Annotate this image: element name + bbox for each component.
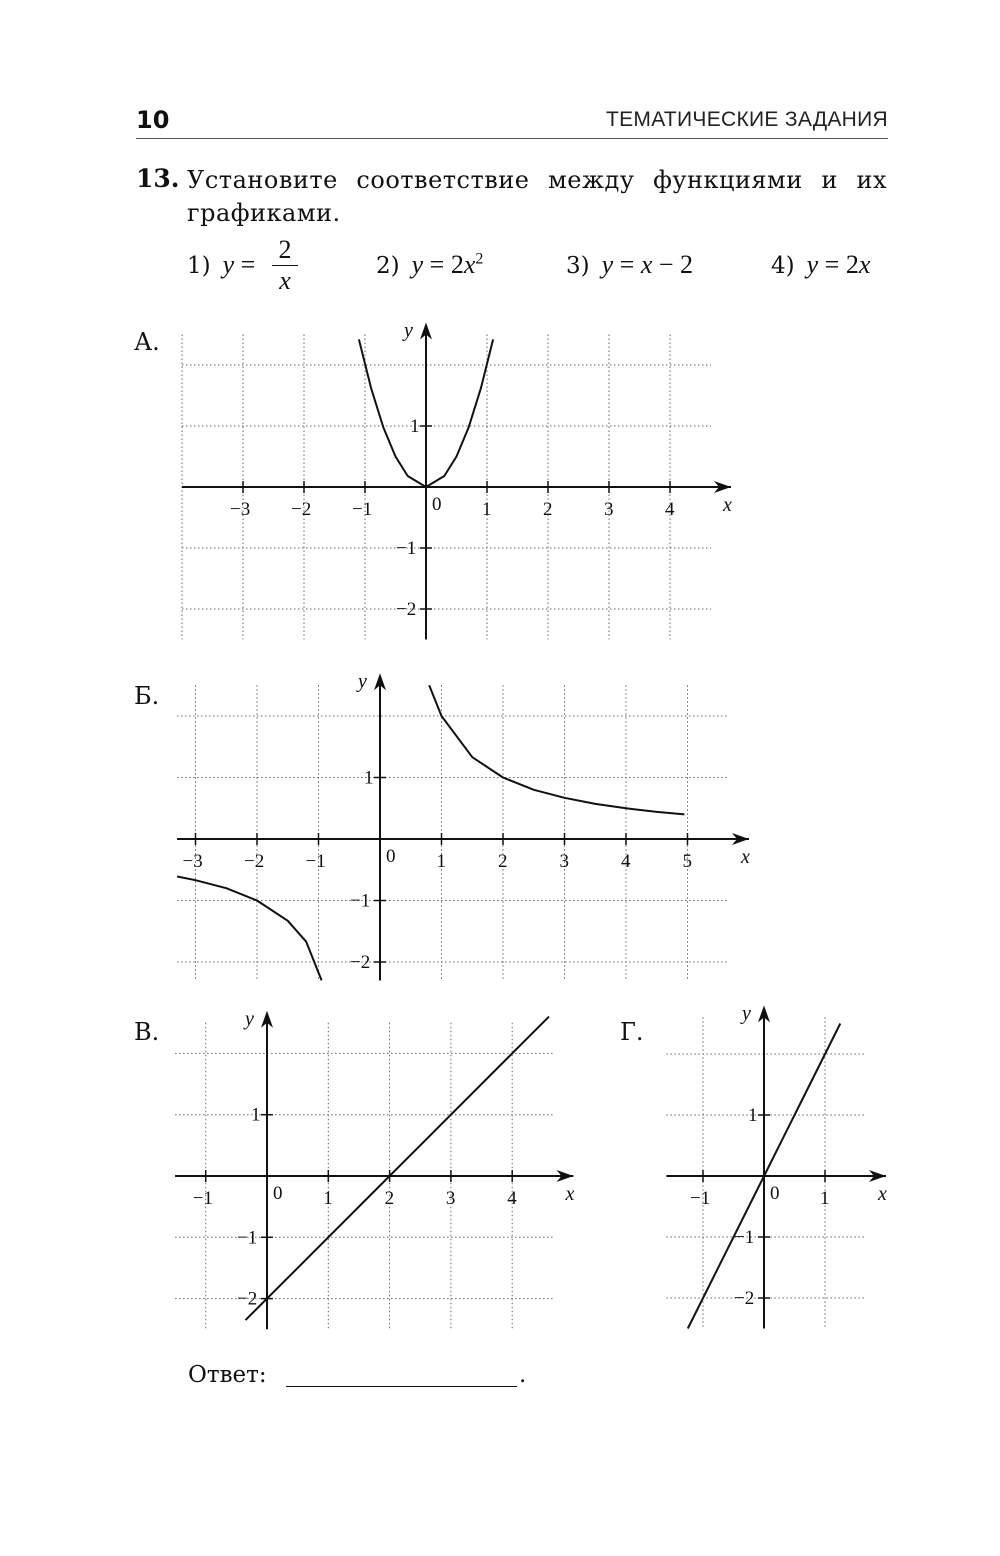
option-3 xyxy=(566,250,693,280)
function-curve xyxy=(429,685,684,814)
x-tick-label: −1 xyxy=(352,499,373,520)
x-tick-label: 2 xyxy=(384,1188,395,1209)
page-number: 10 xyxy=(136,106,170,134)
y-tick-label: −1 xyxy=(734,1227,755,1248)
option-3-minus: − 2 xyxy=(652,250,694,279)
graph-v-label: В. xyxy=(134,1018,160,1046)
x-tick-label: 5 xyxy=(682,851,692,872)
answer-label: Ответ: xyxy=(188,1362,267,1388)
y-axis-label: y xyxy=(742,1002,751,1025)
graph-b-label: Б. xyxy=(134,682,160,710)
x-tick-label: 2 xyxy=(498,851,508,872)
function-curve xyxy=(177,877,322,981)
y-tick-label: −2 xyxy=(734,1288,755,1309)
y-tick-label: 1 xyxy=(748,1105,758,1126)
option-1 xyxy=(187,235,292,295)
origin-label: 0 xyxy=(770,1183,780,1204)
option-2-number: 2) xyxy=(376,253,400,279)
option-3-equals: = xyxy=(613,250,641,279)
origin-label: 0 xyxy=(273,1183,283,1204)
fraction-bar xyxy=(272,265,298,296)
y-tick-label: −1 xyxy=(350,890,371,912)
x-tick-label: 1 xyxy=(482,499,492,520)
y-tick-label: 1 xyxy=(251,1104,261,1126)
graph-b xyxy=(160,670,760,996)
x-axis-label: x xyxy=(565,1183,575,1205)
x-tick-label: 1 xyxy=(323,1188,333,1209)
x-tick-label: 4 xyxy=(665,499,675,520)
x-tick-label: 3 xyxy=(559,851,569,872)
y-tick-label: −2 xyxy=(396,599,417,620)
x-axis-label: x xyxy=(723,494,732,516)
graph-a-label: А. xyxy=(134,328,160,356)
x-tick-label: 1 xyxy=(436,851,446,872)
problem-number: 13. xyxy=(136,164,180,193)
x-tick-label: 1 xyxy=(820,1188,830,1209)
y-tick-label: −2 xyxy=(237,1288,258,1310)
y-axis-label: y xyxy=(404,319,413,342)
x-tick-label: −2 xyxy=(244,851,265,872)
answer-period: . xyxy=(519,1362,527,1388)
graph-v xyxy=(160,1007,590,1340)
x-axis-label: x xyxy=(741,846,750,868)
option-2-x: x xyxy=(463,250,476,279)
graph-a xyxy=(160,320,760,660)
x-tick-label: −2 xyxy=(291,499,312,520)
x-tick-label: 4 xyxy=(507,1188,517,1209)
x-tick-label: −1 xyxy=(192,1188,213,1209)
x-tick-label: 3 xyxy=(445,1188,456,1209)
graph-g xyxy=(650,1002,900,1340)
y-tick-label: −2 xyxy=(350,952,371,973)
x-tick-label: −3 xyxy=(230,499,251,520)
option-4 xyxy=(771,250,870,280)
graph-g-label: Г. xyxy=(620,1018,644,1046)
option-1-equals: = xyxy=(234,250,256,279)
option-2-equals: = 2 xyxy=(423,250,464,279)
x-axis-label: x xyxy=(878,1183,887,1205)
option-1-numerator: 2 xyxy=(278,235,292,264)
y-tick-label: 1 xyxy=(410,416,420,437)
problem-statement: Установите соответствие между функциями и их графиками. xyxy=(187,166,887,227)
x-tick-label: −1 xyxy=(305,851,326,872)
y-axis-label: y xyxy=(358,670,367,693)
option-1-fraction xyxy=(272,235,298,296)
x-tick-label: 4 xyxy=(621,851,631,872)
option-3-y: y xyxy=(601,250,614,279)
origin-label: 0 xyxy=(432,494,442,515)
y-tick-label: −1 xyxy=(396,538,417,559)
option-4-equals: = 2 xyxy=(818,250,859,279)
option-2 xyxy=(376,250,483,280)
option-2-y: y xyxy=(411,250,424,279)
option-3-number: 3) xyxy=(566,253,590,279)
option-4-y: y xyxy=(806,250,819,279)
option-3-x: x xyxy=(640,250,653,279)
function-curve xyxy=(246,1017,550,1321)
option-1-number: 1) xyxy=(187,253,211,279)
y-axis-label: y xyxy=(245,1007,254,1030)
option-1-y: y xyxy=(222,250,235,279)
option-4-number: 4) xyxy=(771,253,795,279)
page-header xyxy=(136,104,888,139)
origin-label: 0 xyxy=(386,846,396,867)
answer-blank[interactable] xyxy=(286,1386,517,1387)
option-1-denominator: x xyxy=(279,266,291,295)
option-2-exponent: 2 xyxy=(475,250,484,268)
x-tick-label: 2 xyxy=(543,499,553,520)
y-tick-label: −1 xyxy=(237,1227,258,1249)
y-tick-label: 1 xyxy=(364,767,374,789)
option-4-x: x xyxy=(858,250,871,279)
x-tick-label: 3 xyxy=(604,499,614,520)
x-tick-label: −3 xyxy=(182,851,203,872)
x-tick-label: −1 xyxy=(690,1188,711,1209)
section-title: ТЕМАТИЧЕСКИЕ ЗАДАНИЯ xyxy=(606,108,888,131)
